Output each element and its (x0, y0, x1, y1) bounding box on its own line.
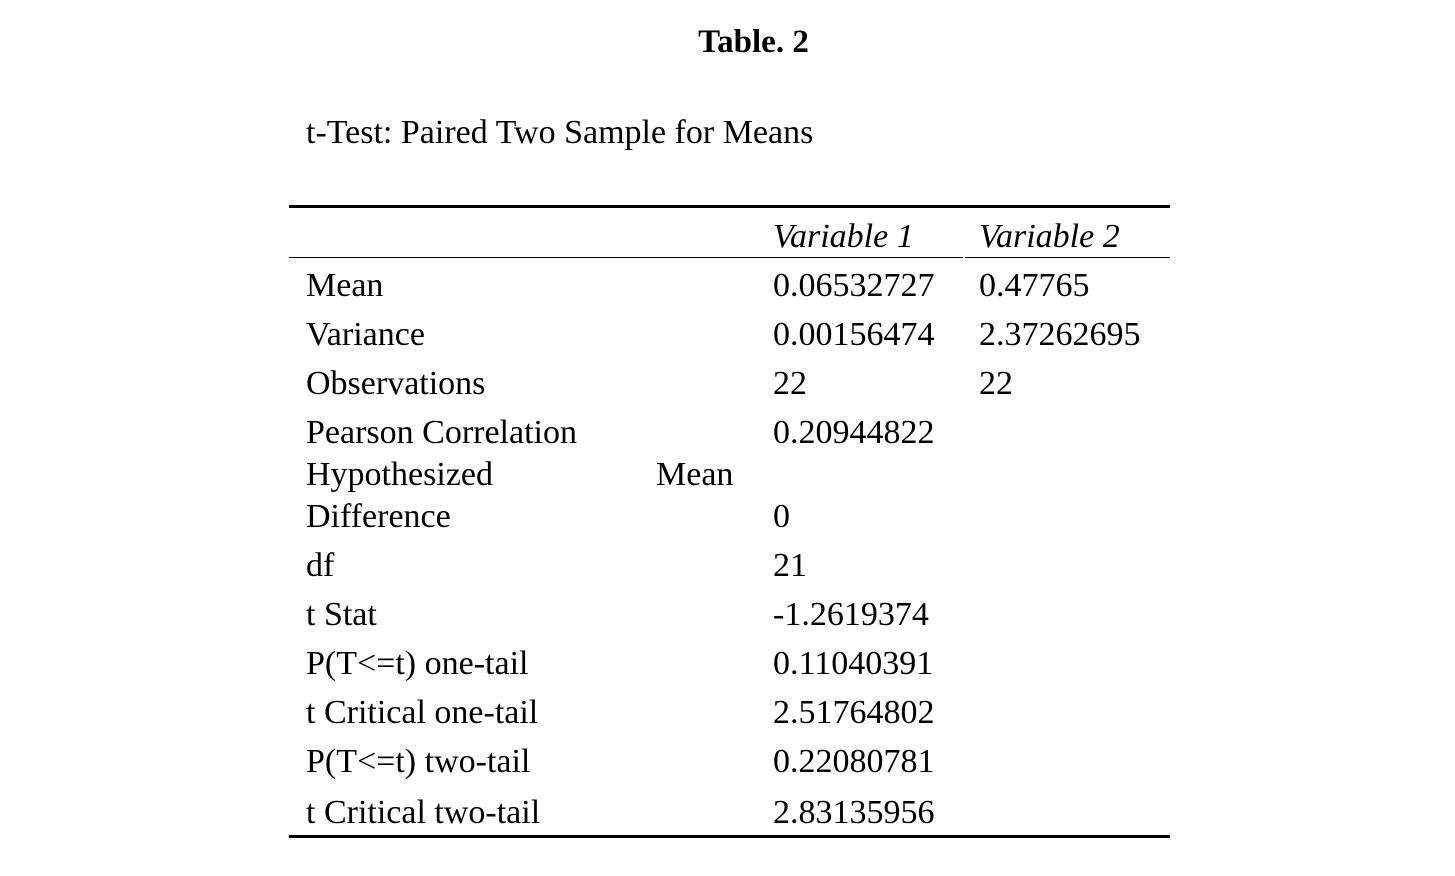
header-rule-variable-1 (757, 257, 963, 258)
row-label-variance: Variance (306, 316, 425, 353)
header-rule-label (289, 257, 757, 258)
cell-p-one-tail-variable-1: 0.11040391 (773, 645, 934, 682)
row-label-observations: Observations (306, 365, 486, 402)
row-label-t-critical-one-tail: t Critical one-tail (306, 694, 539, 731)
row-label-mean-word: Mean (656, 456, 734, 493)
row-label-mean: Mean (306, 267, 384, 304)
cell-observations-variable-2: 22 (979, 365, 1013, 402)
cell-pearson-correlation-variable-1: 0.20944822 (773, 414, 935, 451)
cell-p-two-tail-variable-1: 0.22080781 (773, 743, 935, 780)
cell-variance-variable-1: 0.00156474 (773, 316, 935, 353)
cell-mean-variable-2: 0.47765 (979, 267, 1090, 304)
header-variable-2: Variable 2 (979, 218, 1120, 255)
cell-variance-variable-2: 2.37262695 (979, 316, 1141, 353)
row-label-t-stat: t Stat (306, 596, 377, 633)
table-caption: t-Test: Paired Two Sample for Means (306, 114, 814, 151)
top-rule (289, 205, 1170, 208)
row-label-t-critical-two-tail: t Critical two-tail (306, 794, 541, 831)
cell-t-critical-one-tail-variable-1: 2.51764802 (773, 694, 935, 731)
row-label-p-one-tail: P(T<=t) one-tail (306, 645, 529, 682)
bottom-rule (289, 835, 1170, 838)
row-label-hypothesized: Hypothesized (306, 456, 493, 493)
row-label-pearson-correlation: Pearson Correlation (306, 414, 577, 451)
cell-t-critical-two-tail-variable-1: 2.83135956 (773, 794, 935, 831)
row-label-p-two-tail: P(T<=t) two-tail (306, 743, 531, 780)
row-label-difference: Difference (306, 498, 451, 535)
header-rule-variable-2 (965, 257, 1170, 258)
row-label-df: df (306, 547, 335, 584)
cell-df-variable-1: 21 (773, 547, 807, 584)
table-title: Table. 2 (698, 24, 809, 60)
header-variable-1: Variable 1 (773, 218, 914, 255)
cell-mean-variable-1: 0.06532727 (773, 267, 935, 304)
cell-observations-variable-1: 22 (773, 365, 807, 402)
cell-hypothesized-mean-difference-variable-1: 0 (773, 498, 790, 535)
cell-t-stat-variable-1: -1.2619374 (773, 596, 929, 633)
